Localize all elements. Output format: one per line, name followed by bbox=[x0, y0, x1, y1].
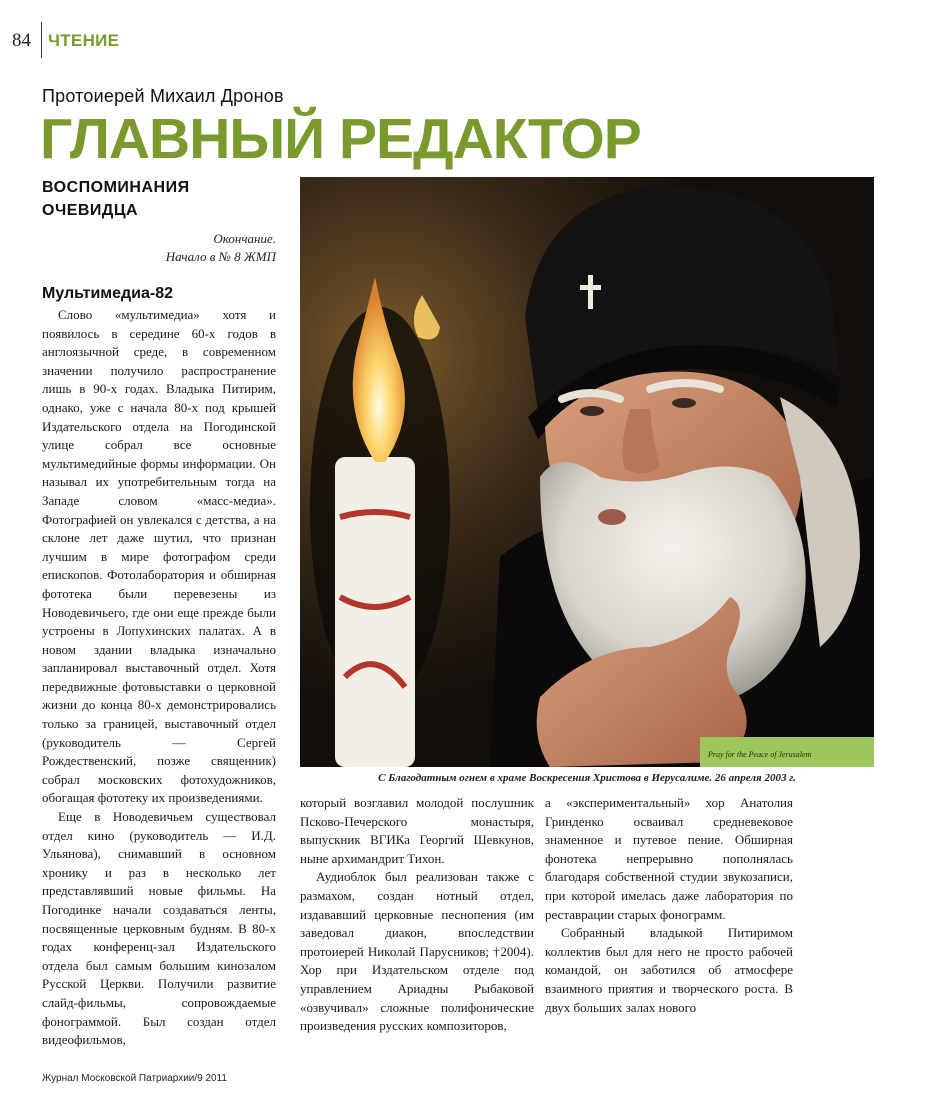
paragraph: а «экспериментальный» хор Анатолия Гринденко осваивал средневековое знаменное и путевое пение. Обширная фонотека непрерывно пополнялась благодаря собственной студии звукозаписи, при которой имелась даже лаборатория по реставрации старых фонограмм. bbox=[545, 795, 793, 922]
eye bbox=[672, 398, 696, 408]
candle-bundle bbox=[335, 457, 415, 767]
article-subtitle bbox=[42, 176, 282, 222]
paragraph: Слово «мультимедиа» хотя и появилось в середине 60-х годов в англоязычной среде, в современном значении получило распространение лишь в 90-х годах. Владыка Питирим, однако, уже с начала 80-х под крышей Издательского отдела на Погодинской улице собрал все основные мультимедийные формы информации. Он называл их употребительным тогда на Западе словом «масс-медиа». Фотографией он увлекался с детства, а на склоне лет даже шутил, что признан лучшим в мире фотографом среди епископов. Фотолаборатория и обширная фототека были перевезены из Новодевичьего, где они еще прежде были устроены в Лопухинских палатах. А в новом здании владыка изначально запланировал выставочный отдел. Хотя передвижные фотовыставки о церковной жизни до конца 80-х демонстрировались только за границей, выставочный отдел (руководитель — Сергей Рождественский, позже священник) собрал московских фотохудожников, обогащая фототеку их произведениями. bbox=[42, 307, 276, 806]
subtitle-line: ВОСПОМИНАНИЯ bbox=[42, 179, 190, 196]
eye bbox=[580, 406, 604, 416]
photo-caption: С Благодатным огнем в храме Воскресения Христова в Иерусалиме. 26 апреля 2003 г. bbox=[378, 772, 796, 784]
text-column-3 bbox=[545, 794, 793, 1017]
section-label: ЧТЕНИЕ bbox=[48, 31, 120, 50]
note-line: Начало в № 8 ЖМП bbox=[165, 249, 276, 264]
badge-text: Pray for the Peace of Jerusalem bbox=[708, 750, 812, 759]
text-column-1 bbox=[42, 306, 276, 1050]
footer: Журнал Московской Патриархии/9 2011 bbox=[42, 1073, 227, 1084]
paragraph: Еще в Новодевичьем существовал отдел кино (руководитель — И.Д. Ульянова), снимавший в основном хронику и раз в несколько лет представлявший новые фильмы. На Погодинке начали создаваться ленты, посвященные церковным будням. В 80-х годах конференц-зал Издательского отдела был самым большим кинозалом Русской Церкви. Получили развитие слайд-фильмы, сопровождаемые фонограммой. Был создан отдел видеофильмов, bbox=[42, 809, 276, 1048]
photo bbox=[300, 177, 874, 767]
article-author: Протоиерей Михаил Дронов bbox=[42, 86, 284, 106]
text-column-2 bbox=[300, 794, 534, 1036]
header-divider bbox=[41, 22, 42, 58]
photo-illustration bbox=[300, 177, 874, 767]
continuation-note bbox=[100, 230, 276, 266]
paragraph: который возглавил молодой послушник Псково-Печерского монастыря, выпускник ВГИКа Георгий Шевкунов, ныне архимандрит Тихон. bbox=[300, 795, 534, 866]
page-number: 84 bbox=[12, 30, 31, 51]
mouth bbox=[598, 509, 626, 525]
section-heading: Мультимедиа-82 bbox=[42, 285, 174, 302]
note-line: Окончание. bbox=[213, 231, 276, 246]
subtitle-line: ОЧЕВИДЦА bbox=[42, 202, 139, 219]
paragraph: Собранный владыкой Питиримом коллектив был для него не просто рабочей командой, он заботился об атмосфере взаимного приятия и творческого роста. В двух больших залах нового bbox=[545, 925, 793, 1015]
article-title: ГЛАВНЫЙ РЕДАКТОР bbox=[40, 107, 641, 171]
paragraph: Аудиоблок был реализован также с размахом, создан нотный отдел, издававший церковные песнопения (им заведовал диакон, впоследствии протоиерей Николай Парусников; †2004). Хор при Издательском отделе под управлением Ариадны Рыбаковой «озвучивал» сложные полифонические произведения русских композиторов, bbox=[300, 869, 534, 1034]
